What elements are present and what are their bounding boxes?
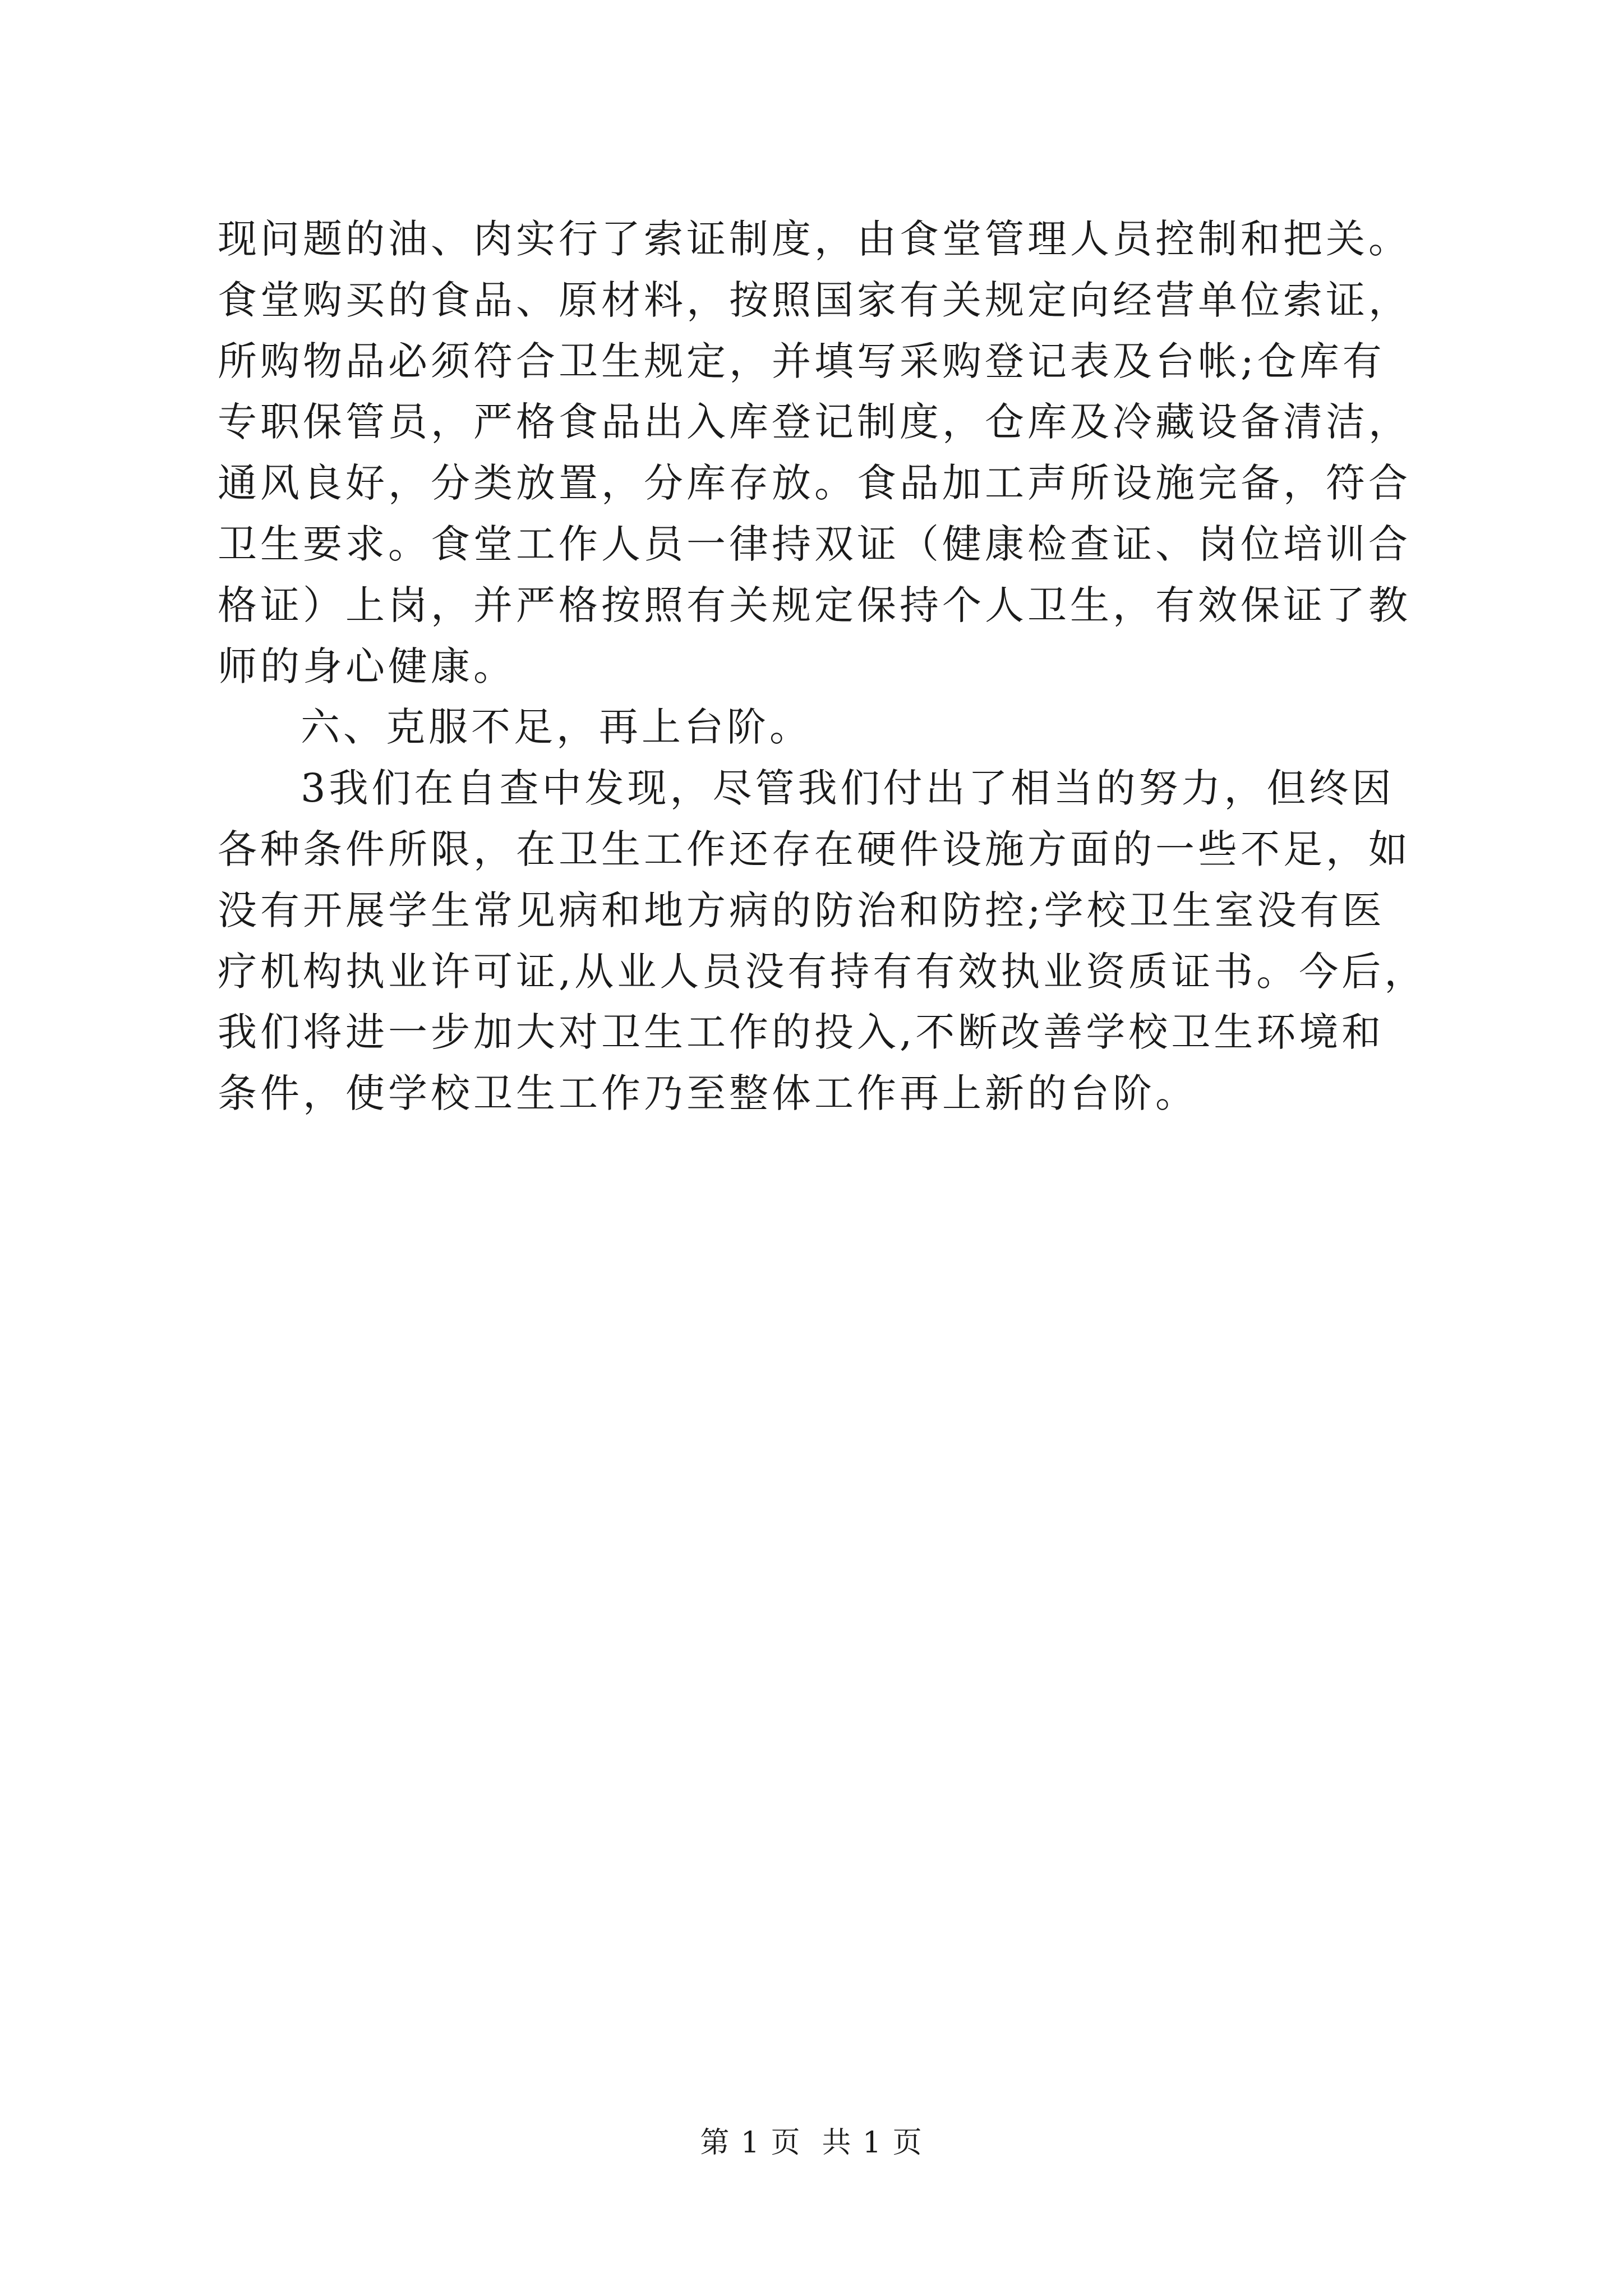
text-line: 条件，使学校卫生工作乃至整体工作再上新的台阶。 xyxy=(218,1070,1198,1117)
text-line: 专职保管员，严格食品出入库登记制度，仓库及冷藏设备清洁， xyxy=(218,399,1411,445)
text-line: 我们将进一步加大对卫生工作的投入,不断改善学校卫生环境和 xyxy=(218,1009,1385,1056)
document-body xyxy=(218,209,1451,1124)
text-line: 疗机构执业许可证,从业人员没有持有有效执业资质证书。今后， xyxy=(218,948,1427,995)
text-line: 3我们在自查中发现，尽管我们付出了相当的努力，但终因 xyxy=(301,765,1395,812)
text-line: 没有开展学生常见病和地方病的防治和防控;学校卫生室没有医 xyxy=(218,887,1385,933)
text-line: 师的身心健康。 xyxy=(218,643,516,689)
text-line: 格证）上岗，并严格按照有关规定保持个人卫生，有效保证了教 xyxy=(218,582,1411,628)
section-heading-6: 六、克服不足，再上台阶。 xyxy=(301,704,812,751)
paragraph-canteen-management xyxy=(218,209,1451,697)
paragraph-shortcomings xyxy=(218,758,1451,1124)
text-line: 食堂购买的食品、原材料，按照国家有关规定向经营单位索证， xyxy=(218,277,1411,323)
text-line: 卫生要求。食堂工作人员一律持双证（健康检查证、岗位培训合 xyxy=(218,521,1411,567)
text-line: 通风良好，分类放置，分库存放。食品加工声所设施完备，符合 xyxy=(218,460,1411,507)
text-line: 所购物品必须符合卫生规定，并填写采购登记表及台帐;仓库有 xyxy=(218,338,1385,384)
text-line: 现问题的油、肉实行了索证制度，由食堂管理人员控制和把关。 xyxy=(218,216,1411,262)
page-number-footer: 第 1 页 共 1 页 xyxy=(700,2126,923,2160)
text-line: 各种条件所限，在卫生工作还存在硬件设施方面的一些不足，如 xyxy=(218,826,1411,872)
